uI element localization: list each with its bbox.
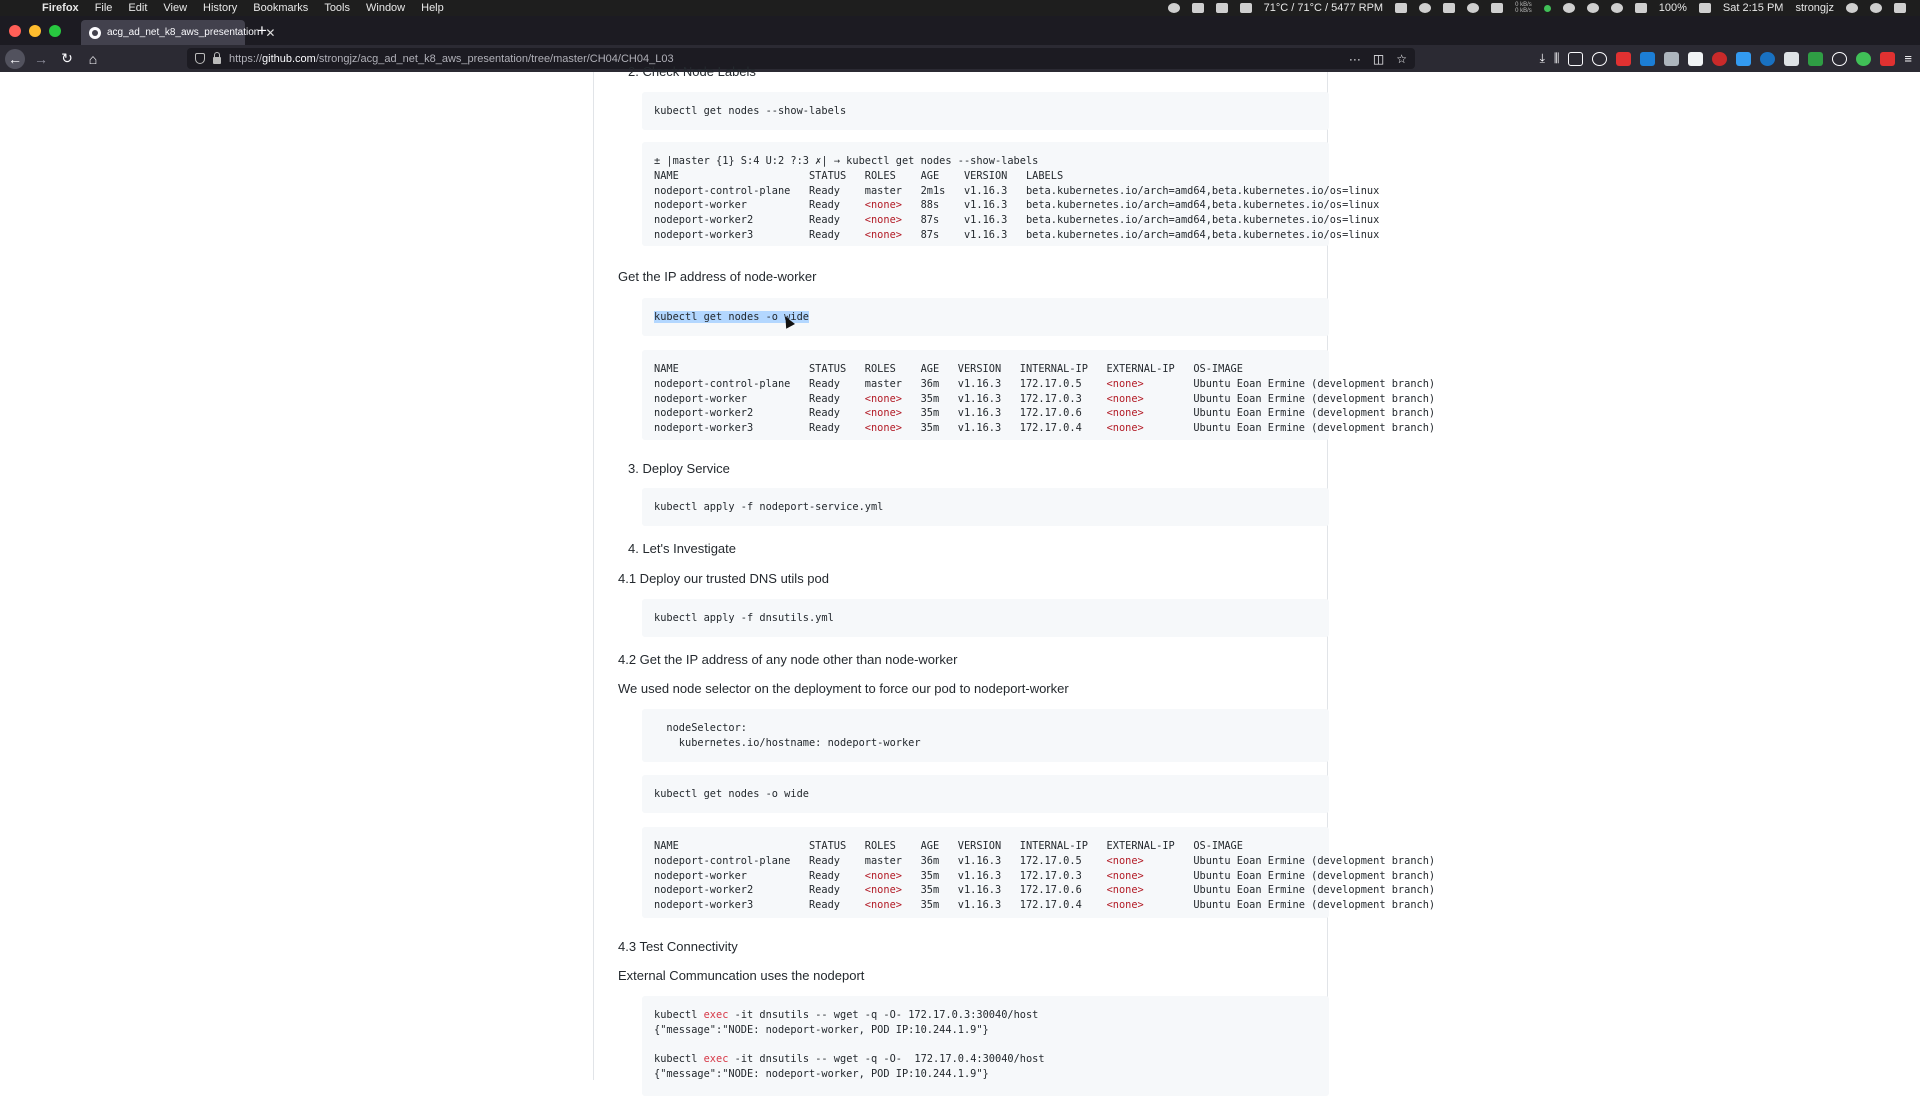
menu-window[interactable]: Window bbox=[366, 2, 406, 14]
code-line: kubectl exec -it dnsutils -- wget -q -O- 172.17.0.4:30040/host bbox=[654, 1053, 1045, 1066]
app-menu-icon[interactable]: ≡ bbox=[1904, 51, 1912, 66]
menu-edit[interactable]: Edit bbox=[128, 2, 148, 14]
url-path: /strongjz/acg_ad_net_k8_aws_presentation/tree/master/CH04/CH04_L03 bbox=[315, 52, 674, 65]
temperature-fan-readout[interactable]: 71°C / 71°C / 5477 RPM bbox=[1263, 2, 1384, 14]
code-line: nodeport-worker Ready <none> 88s v1.16.3 beta.kubernetes.io/arch=amd64,beta.kubernetes.io/os=linux bbox=[654, 199, 1380, 212]
page-viewport bbox=[0, 64, 1920, 1081]
code-line: nodeport-worker2 Ready <none> 35m v1.16.3 172.17.0.6 <none> Ubuntu Eoan Ermine (development branch) bbox=[654, 884, 1436, 897]
code-line: kubectl get nodes --show-labels bbox=[654, 105, 847, 117]
code-line: NAME STATUS ROLES AGE VERSION INTERNAL-IP EXTERNAL-IP OS-IMAGE bbox=[654, 363, 1243, 375]
menu-bookmarks[interactable]: Bookmarks bbox=[253, 2, 309, 14]
code-line: nodeport-worker3 Ready <none> 35m v1.16.3 172.17.0.4 <none> Ubuntu Eoan Ermine (development branch) bbox=[654, 422, 1436, 435]
code-line: nodeport-control-plane Ready master 2m1s v1.16.3 beta.kubernetes.io/arch=amd64,beta.kubernetes.io/os=linux bbox=[654, 184, 1380, 197]
code-line: nodeport-worker Ready <none> 35m v1.16.3 172.17.0.3 <none> Ubuntu Eoan Ermine (development branch) bbox=[654, 869, 1436, 882]
page-actions-menu-icon[interactable]: ··· bbox=[1348, 51, 1361, 66]
code-line: {"message":"NODE: nodeport-worker, POD IP:10.244.1.9"} bbox=[654, 1068, 989, 1081]
selected-text[interactable]: kubectl get nodes -o wide bbox=[654, 311, 809, 323]
text-get-ip: Get the IP address of node-worker bbox=[618, 269, 817, 284]
heading-check-node-labels: 2. Check Node Labels bbox=[628, 64, 756, 79]
text-4-1: 4.1 Deploy our trusted DNS utils pod bbox=[618, 571, 829, 586]
clock[interactable]: Sat 2:15 PM bbox=[1722, 2, 1784, 14]
code-line: nodeport-worker3 Ready <none> 35m v1.16.3 172.17.0.4 <none> Ubuntu Eoan Ermine (development branch) bbox=[654, 899, 1436, 912]
bookmark-star-icon[interactable]: ☆ bbox=[1396, 51, 1407, 66]
code-wide-cmd-2 bbox=[642, 775, 1329, 813]
code-apply-service bbox=[642, 488, 1329, 526]
text-4-3: 4.3 Test Connectivity bbox=[618, 939, 738, 954]
browser-tab-strip bbox=[0, 16, 1920, 45]
extension-badge-icon[interactable] bbox=[1712, 52, 1727, 66]
code-line: kubernetes.io/hostname: nodeport-worker bbox=[654, 736, 921, 749]
code-line: NAME STATUS ROLES AGE VERSION LABELS bbox=[654, 169, 1064, 182]
wifi-icon[interactable] bbox=[1611, 3, 1623, 13]
notification-center-icon[interactable] bbox=[1894, 3, 1906, 13]
extension-multi-icon[interactable] bbox=[1808, 52, 1823, 66]
window-controls bbox=[9, 25, 61, 37]
back-button[interactable]: ← bbox=[5, 49, 25, 69]
extension-gray-icon[interactable] bbox=[1664, 52, 1679, 66]
url-host: github.com bbox=[262, 52, 316, 65]
menu-app-firefox[interactable]: Firefox bbox=[42, 2, 79, 14]
network-speed bbox=[1515, 2, 1532, 14]
toolbar-extensions bbox=[1540, 45, 1912, 72]
home-button[interactable]: ⌂ bbox=[88, 50, 98, 67]
extension-red-icon[interactable] bbox=[1616, 52, 1631, 66]
tracking-protection-shield-icon[interactable] bbox=[195, 53, 205, 64]
code-line: kubectl apply -f nodeport-service.yml bbox=[654, 501, 884, 513]
globe-icon[interactable] bbox=[1168, 3, 1180, 13]
battery-percent[interactable]: 100% bbox=[1658, 2, 1687, 14]
heading-deploy-service: 3. Deploy Service bbox=[628, 461, 730, 476]
menu-help[interactable]: Help bbox=[421, 2, 444, 14]
tab-close-icon[interactable]: ✕ bbox=[265, 25, 276, 40]
menu-bar-tray bbox=[1168, 0, 1906, 16]
code-line: nodeport-worker3 Ready <none> 87s v1.16.3 beta.kubernetes.io/arch=amd64,beta.kubernetes.io/os=linux bbox=[654, 228, 1380, 241]
macos-menu-bar bbox=[0, 0, 1920, 16]
code-line bbox=[654, 310, 1317, 325]
account-icon[interactable] bbox=[1592, 52, 1607, 66]
code-line: kubectl apply -f dnsutils.yml bbox=[654, 612, 834, 624]
code-line: nodeport-control-plane Ready master 36m v1.16.3 172.17.0.5 <none> Ubuntu Eoan Ermine (development branch) bbox=[654, 377, 1436, 390]
code-node-selector bbox=[642, 709, 1329, 762]
url-bar[interactable] bbox=[187, 48, 1415, 69]
extension-chart-icon[interactable] bbox=[1832, 52, 1847, 66]
code-apply-dnsutils bbox=[642, 599, 1329, 637]
code-show-labels-cmd bbox=[642, 92, 1329, 130]
code-wide-output-2 bbox=[642, 827, 1436, 918]
code-show-labels-output bbox=[642, 142, 1380, 246]
code-line: nodeport-control-plane Ready master 36m v1.16.3 172.17.0.5 <none> Ubuntu Eoan Ermine (development branch) bbox=[654, 854, 1436, 867]
forward-button[interactable]: → bbox=[34, 50, 48, 67]
new-tab-button[interactable]: + bbox=[257, 20, 267, 40]
code-line: kubectl get nodes -o wide bbox=[654, 788, 809, 800]
extension-zoom-icon[interactable] bbox=[1736, 52, 1751, 66]
code-wide-cmd-1 bbox=[642, 298, 1329, 336]
volume-icon[interactable] bbox=[1635, 3, 1647, 13]
siri-icon[interactable] bbox=[1870, 3, 1882, 13]
minimize-window-icon[interactable] bbox=[29, 25, 41, 37]
code-line: nodeSelector: bbox=[654, 722, 747, 734]
plus-cross-icon[interactable] bbox=[1491, 3, 1503, 13]
extension-green-icon[interactable] bbox=[1856, 52, 1871, 66]
network-down: 0 kB/s bbox=[1515, 8, 1532, 14]
menu-view[interactable]: View bbox=[163, 2, 188, 14]
text-external-communication: External Communcation uses the nodeport bbox=[618, 968, 865, 983]
text-node-selector: We used node selector on the deployment to force our pod to nodeport-worker bbox=[618, 681, 1069, 696]
browser-nav-bar bbox=[0, 45, 1920, 72]
heading-investigate: 4. Let's Investigate bbox=[628, 541, 736, 556]
github-favicon-icon bbox=[89, 27, 101, 39]
cloud-icon[interactable] bbox=[1192, 3, 1204, 13]
zoom-window-icon[interactable] bbox=[49, 25, 61, 37]
status-dot-icon[interactable] bbox=[1544, 5, 1551, 12]
tab-title: acg_ad_net_k8_aws_presentation bbox=[107, 27, 260, 38]
code-wide-output-1 bbox=[642, 350, 1436, 440]
extension-info-icon[interactable] bbox=[1760, 52, 1775, 66]
network-up: 0 kB/s bbox=[1515, 2, 1532, 8]
glasses-icon[interactable] bbox=[1467, 3, 1479, 13]
code-line: {"message":"NODE: nodeport-worker, POD IP:10.244.1.9"} bbox=[654, 1023, 989, 1036]
chat-icon[interactable] bbox=[1395, 3, 1407, 13]
menu-tools[interactable]: Tools bbox=[324, 2, 350, 14]
library-icon[interactable]: ⫼ bbox=[1553, 51, 1560, 65]
screen-icon[interactable] bbox=[1240, 3, 1252, 13]
padlock-icon[interactable] bbox=[213, 57, 221, 64]
current-user[interactable]: strongjz bbox=[1795, 2, 1834, 14]
code-line: nodeport-worker Ready <none> 35m v1.16.3 172.17.0.3 <none> Ubuntu Eoan Ermine (development branch) bbox=[654, 392, 1436, 405]
code-line: kubectl exec -it dnsutils -- wget -q -O- 172.17.0.3:30040/host bbox=[654, 1009, 1039, 1021]
downloads-icon[interactable]: ⤓ bbox=[1539, 51, 1545, 65]
extension-plus-icon[interactable] bbox=[1880, 52, 1895, 66]
menu-file[interactable]: File bbox=[94, 2, 113, 14]
code-line bbox=[654, 1038, 1317, 1053]
battery-icon[interactable] bbox=[1699, 3, 1711, 13]
camera-icon[interactable] bbox=[1443, 3, 1455, 13]
extension-grid-icon[interactable] bbox=[1784, 52, 1799, 66]
spotlight-search-icon[interactable] bbox=[1846, 3, 1858, 13]
code-line: nodeport-worker2 Ready <none> 87s v1.16.3 beta.kubernetes.io/arch=amd64,beta.kubernetes.io/os=linux bbox=[654, 214, 1380, 227]
menu-history[interactable]: History bbox=[203, 2, 238, 14]
text-4-2: 4.2 Get the IP address of any node other than node-worker bbox=[618, 652, 958, 667]
pocket-icon[interactable]: ◫ bbox=[1372, 51, 1385, 66]
close-window-icon[interactable] bbox=[9, 25, 21, 37]
code-connectivity bbox=[642, 996, 1329, 1096]
extension-white-icon[interactable] bbox=[1688, 52, 1703, 66]
url-actions bbox=[1349, 52, 1407, 66]
sidebar-icon[interactable] bbox=[1568, 52, 1583, 66]
readme-article bbox=[593, 64, 1436, 1081]
code-line: nodeport-worker2 Ready <none> 35m v1.16.3 172.17.0.6 <none> Ubuntu Eoan Ermine (development branch) bbox=[654, 407, 1436, 420]
dropbox-icon[interactable] bbox=[1216, 3, 1228, 13]
time-machine-icon[interactable] bbox=[1563, 3, 1575, 13]
reload-button[interactable]: ↻ bbox=[61, 50, 73, 66]
url-scheme: https:// bbox=[229, 52, 263, 65]
cloud-sync-icon[interactable] bbox=[1419, 3, 1431, 13]
browser-tab-active[interactable] bbox=[81, 20, 276, 45]
bluetooth-icon[interactable] bbox=[1587, 3, 1599, 13]
code-line: NAME STATUS ROLES AGE VERSION INTERNAL-IP EXTERNAL-IP OS-IMAGE bbox=[654, 840, 1243, 852]
code-line: ± |master {1} S:4 U:2 ?:3 ✗| → kubectl get nodes --show-labels bbox=[654, 155, 1039, 167]
extension-blue-icon[interactable] bbox=[1640, 52, 1655, 66]
